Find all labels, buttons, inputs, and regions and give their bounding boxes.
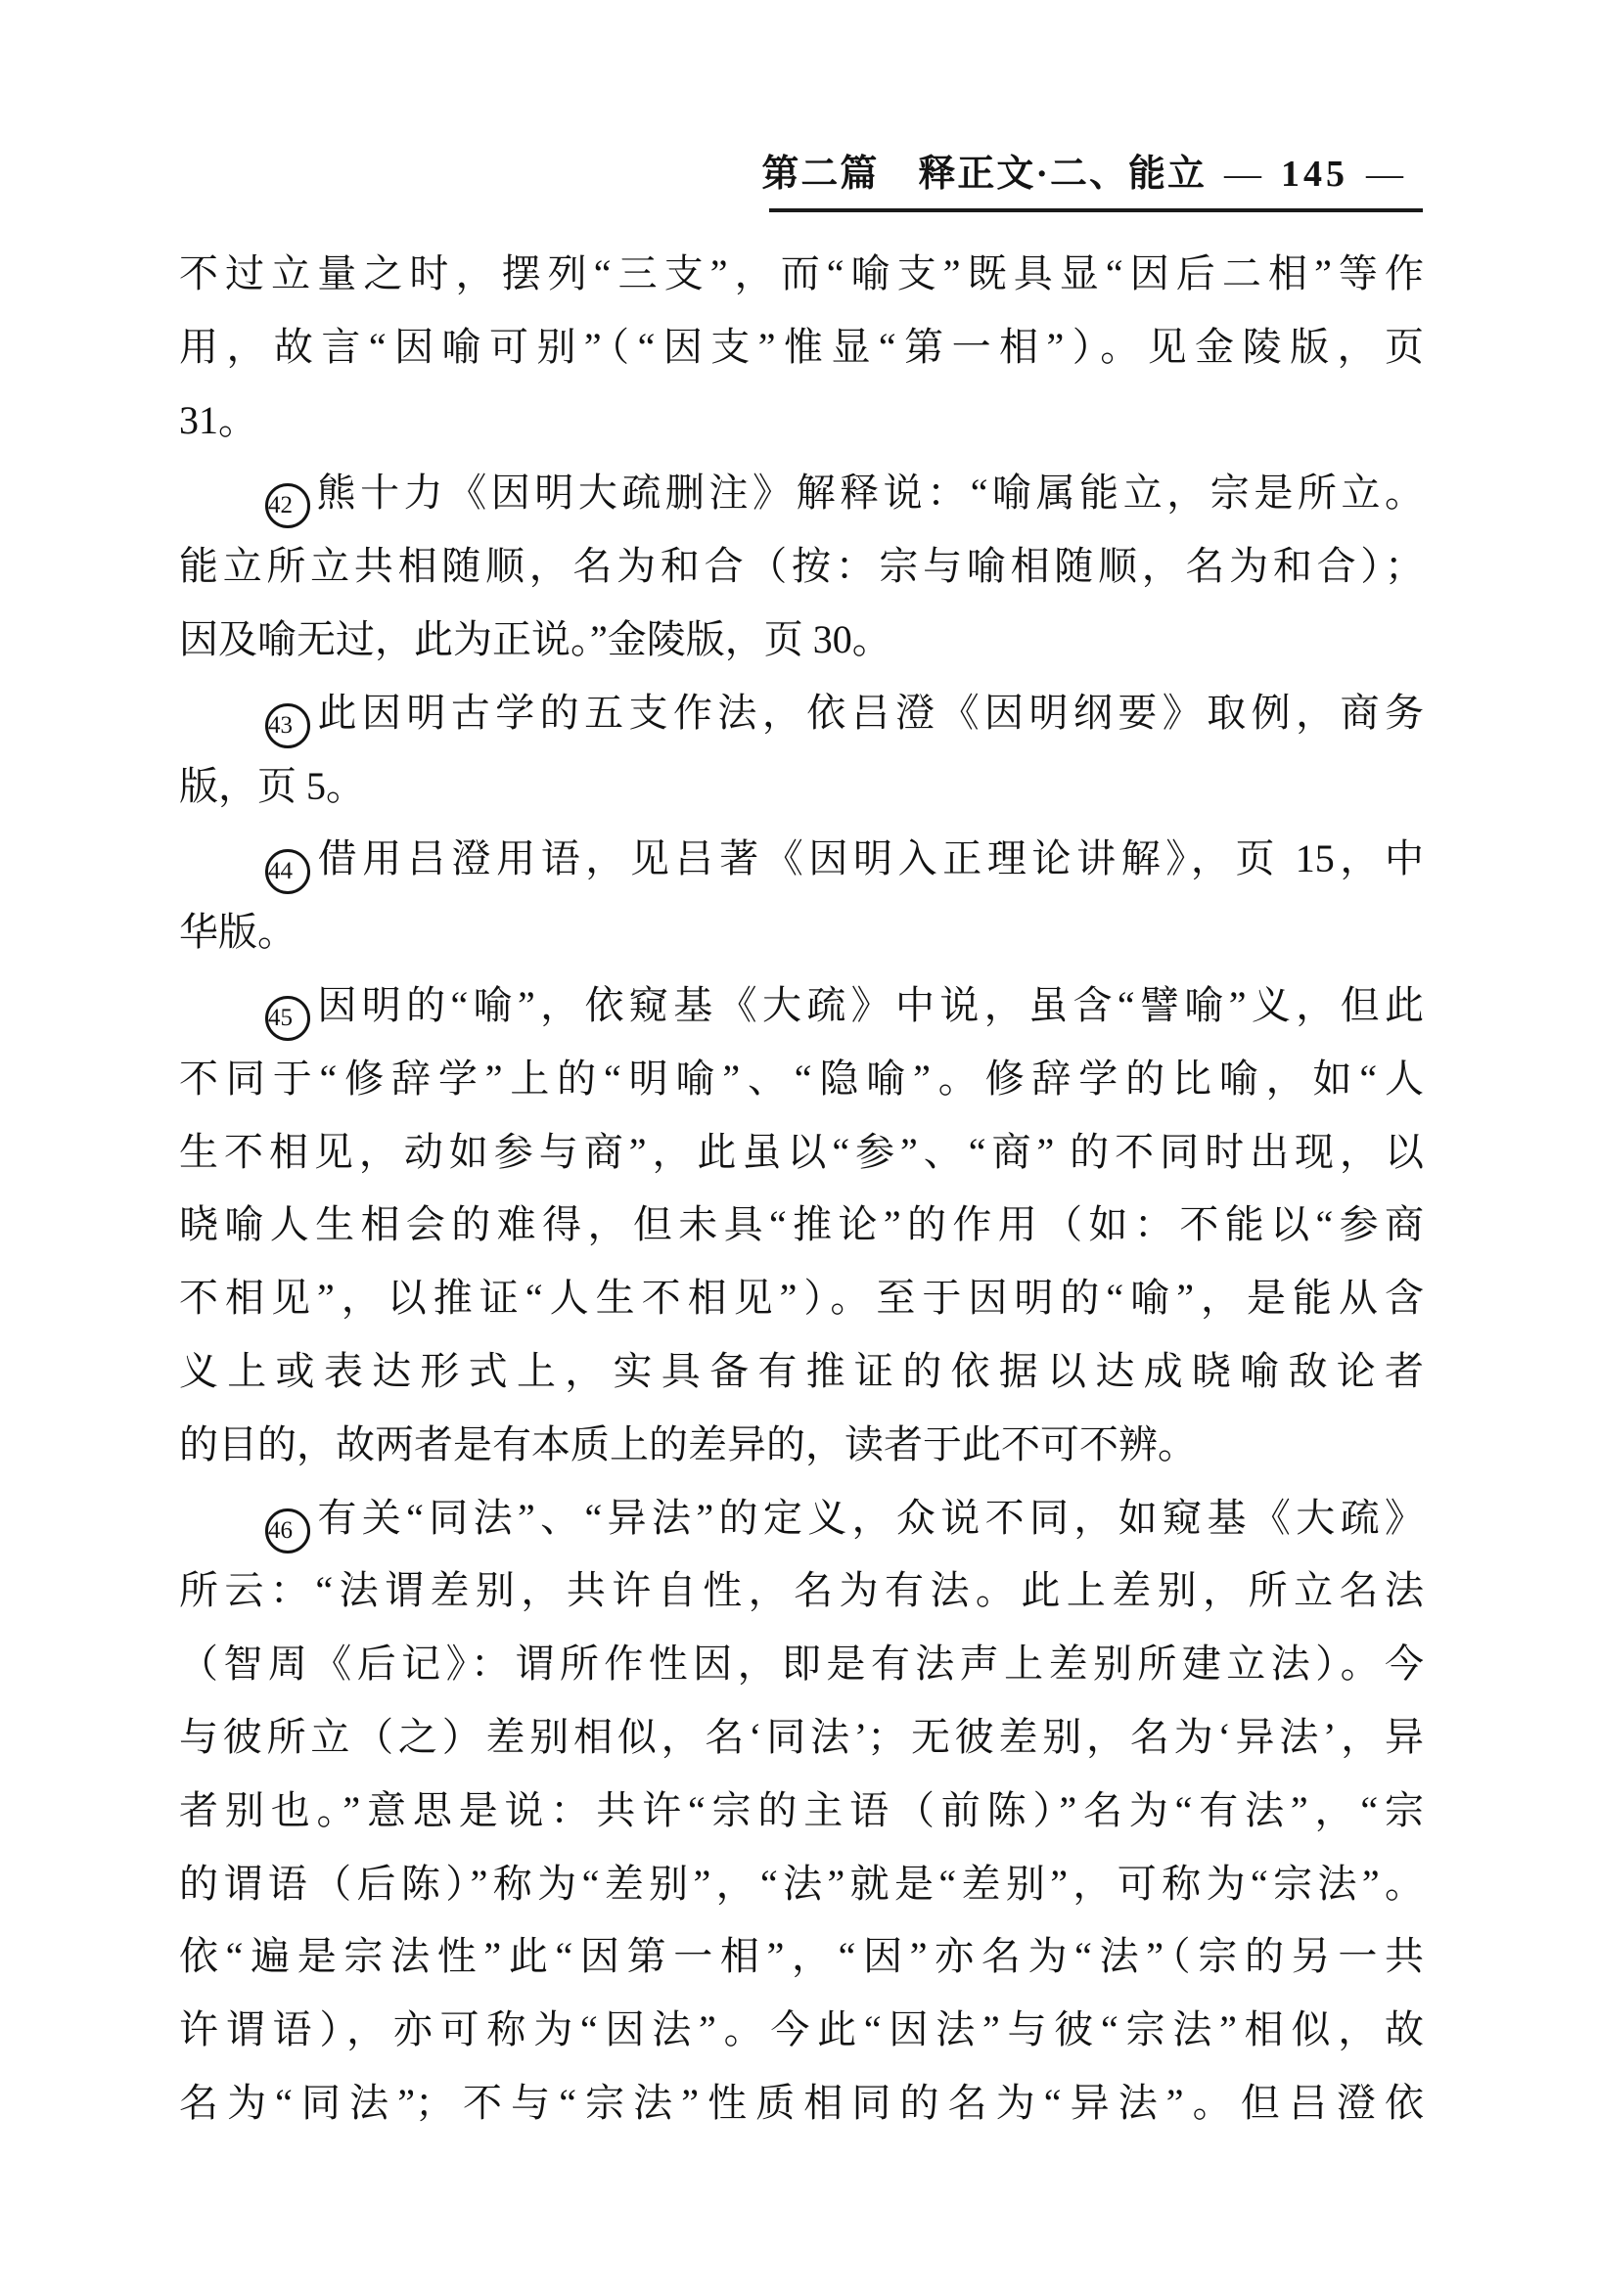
note-text: 借用吕澄用语，见吕著《因明入正理论讲解》，页 15，中: [312, 836, 1424, 881]
text-line: 版，页 5。: [179, 763, 365, 808]
text-line: （智周《后记》：谓所作性因，即是有法声上差别所建立法）。今: [179, 1642, 1424, 1687]
note-text: 因明的“喻”，依窥基《大疏》中说，虽含“譬喻”义，但此: [312, 982, 1424, 1027]
text-line: 与彼所立（之）差别相似，名‘同法’；无彼差别，名为‘异法’，异: [179, 1714, 1424, 1759]
note-text: 此因明古学的五支作法，依吕澄《因明纲要》取例，商务: [312, 690, 1424, 735]
text-line: 名为“同法”；不与“宗法”性质相同的名为“异法”。但吕澄依: [179, 2080, 1424, 2125]
text-line: 因及喻无过，此为正说。”金陵版，页 30。: [179, 616, 891, 661]
text-line: 晓喻人生相会的难得，但未具“推论”的作用（如：不能以“参商: [179, 1202, 1424, 1247]
page-header: [761, 143, 1423, 212]
note-text: 熊十力《因明大疏删注》解释说：“喻属能立，宗是所立。: [312, 471, 1424, 516]
text-line: 用，故言“因喻可别”（“因支”惟显“第一相”）。见金陵版，页: [179, 324, 1424, 369]
header-dash-left: —: [1224, 154, 1263, 195]
text-line: 所云：“法谓差别，共许自性，名为有法。此上差别，所立名法: [179, 1568, 1424, 1613]
text-line: 华版。: [179, 910, 297, 955]
note-text: 有关“同法”、“异法”的定义，众说不同，如窥基《大疏》: [312, 1495, 1424, 1540]
note-number-badge: 42: [265, 483, 310, 528]
note-number-badge: 46: [265, 1508, 310, 1553]
note-number-badge: 44: [265, 849, 310, 894]
text-line: 的谓语（后陈）”称为“差别”，“法”就是“差别”，可称为“宗法”。: [179, 1861, 1424, 1906]
text-line: [179, 1482, 1424, 1555]
text-line: [179, 969, 1424, 1043]
note-number-badge: 43: [265, 703, 310, 748]
text-line: [179, 823, 1424, 896]
text-line: 生不相见，动如参与商”，此虽以“参”、“商” 的不同时出现，以: [179, 1129, 1424, 1174]
text-line: [179, 677, 1424, 750]
section-title: 第二篇 释正文·二、能立: [761, 154, 1207, 195]
text-line: 不相见”，以推证“人生不相见”）。至于因明的“喻”，是能从含: [179, 1276, 1424, 1321]
text-line: 依“遍是宗法性”此“因第一相”，“因”亦名为“法”（宗的另一共: [179, 1934, 1424, 1979]
text-line: 的目的，故两者是有本质上的差异的，读者于此不可不辨。: [179, 1421, 1197, 1466]
text-line: 能立所立共相随顺，名为和合（按：宗与喻相随顺，名为和合）；: [179, 544, 1424, 589]
text-line: 不过立量之时，摆列“三支”，而“喻支”既具显“因后二相”等作: [179, 251, 1424, 295]
note-number-badge: 45: [265, 996, 310, 1041]
text-column: [179, 238, 1424, 2140]
text-line: 不同于“修辞学”上的“明喻”、“隐喻”。修辞学的比喻，如“人: [179, 1056, 1424, 1101]
text-line: 者别也。”意思是说：共许“宗的主语（前陈）”名为“有法”，“宗: [179, 1787, 1424, 1832]
text-line: 义上或表达形式上，实具备有推证的依据以达成晓喻敌论者: [179, 1348, 1424, 1393]
text-line: 31。: [179, 397, 257, 442]
header-dash-right: —: [1366, 154, 1405, 195]
text-line: 许谓语），亦可称为“因法”。今此“因法”与彼“宗法”相似，故: [179, 2007, 1424, 2052]
text-line: [179, 457, 1424, 530]
page-number: 145: [1281, 154, 1348, 195]
